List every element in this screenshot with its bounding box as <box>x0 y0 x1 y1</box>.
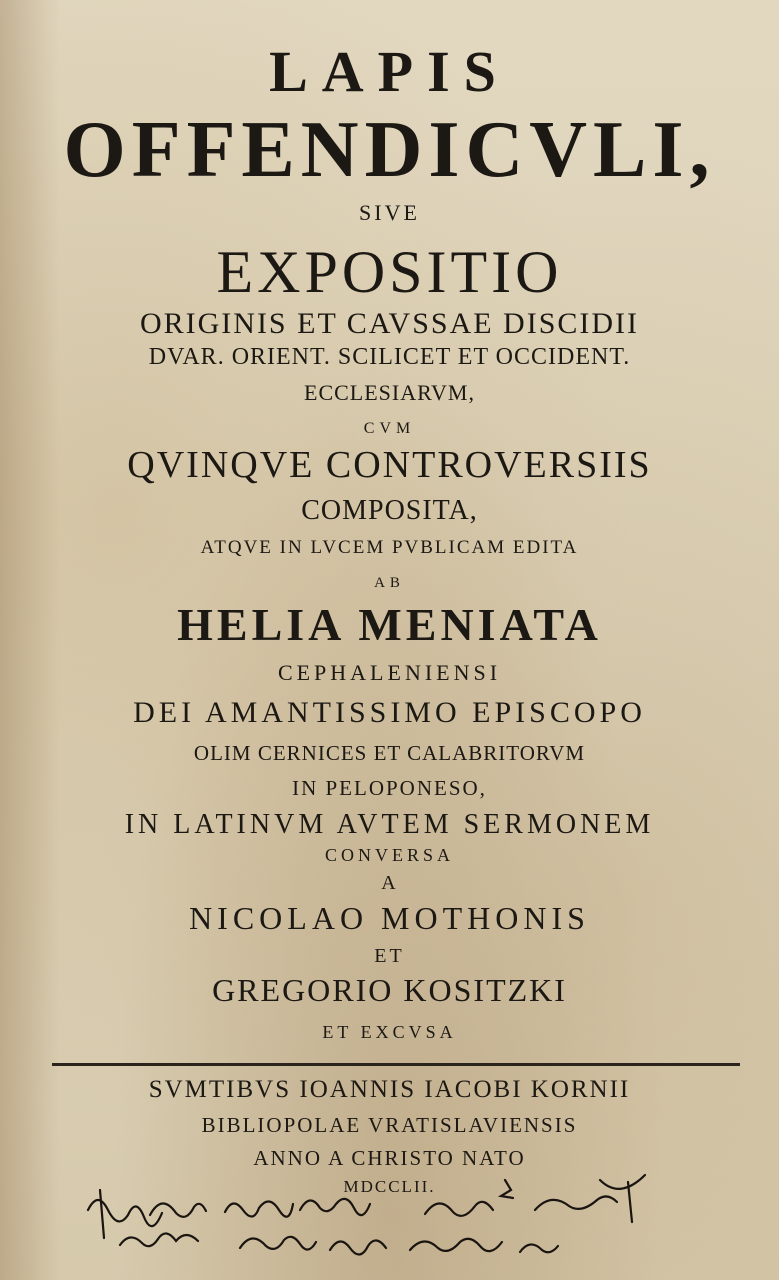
title-line-5: ORIGINIS ET CAVSSAE DISCIDII <box>139 307 640 340</box>
title-line-16: OLIM CERNICES ET CALABRITORVM <box>193 741 586 765</box>
title-line-18: IN LATINVM AVTEM SERMONEM <box>124 809 655 840</box>
handwritten-signature <box>0 1170 779 1280</box>
translator-1: NICOLAO MOTHONIS <box>189 900 590 936</box>
imprint-divider <box>52 1063 740 1066</box>
title-line-8: CVM <box>363 420 416 437</box>
title-line-19: CONVERSA <box>324 845 454 865</box>
author-name: HELIA MENIATA <box>177 599 602 650</box>
title-line-17: IN PELOPONESO, <box>292 776 487 800</box>
title-line-20: A <box>381 872 398 894</box>
title-line-3: SIVE <box>359 200 420 225</box>
title-line-24: ET EXCVSA <box>322 1022 457 1042</box>
title-line-22: ET <box>374 945 405 967</box>
title-line-6: DVAR. ORIENT. SCILICET ET OCCIDENT. <box>148 344 631 370</box>
title-line-12: AB <box>374 575 405 591</box>
title-line-14: CEPHALENIENSI <box>277 660 502 685</box>
title-line-4: EXPOSITIO <box>216 239 563 305</box>
title-line-7: ECCLESIARVM, <box>304 380 475 405</box>
title-line-9: QVINQVE CONTROVERSIIS <box>127 444 652 486</box>
imprint-line-2: BIBLIOPOLAE VRATISLAVIENSIS <box>201 1113 578 1137</box>
translator-2: GREGORIO KOSITZKI <box>212 972 567 1008</box>
imprint-line-3: ANNO A CHRISTO NATO <box>253 1146 526 1170</box>
imprint-date: MDCCLII. <box>343 1177 436 1196</box>
title-line-2: OFFENDICVLI, <box>63 106 716 194</box>
title-line-11: ATQVE IN LVCEM PVBLICAM EDITA <box>200 537 579 558</box>
title-line-15: DEI AMANTISSIMO EPISCOPO <box>133 696 646 729</box>
title-line-1: LAPIS <box>269 39 510 104</box>
imprint-line-1: SVMTIBVS IOANNIS IACOBI KORNII <box>148 1076 631 1103</box>
title-line-10: COMPOSITA, <box>301 495 478 526</box>
